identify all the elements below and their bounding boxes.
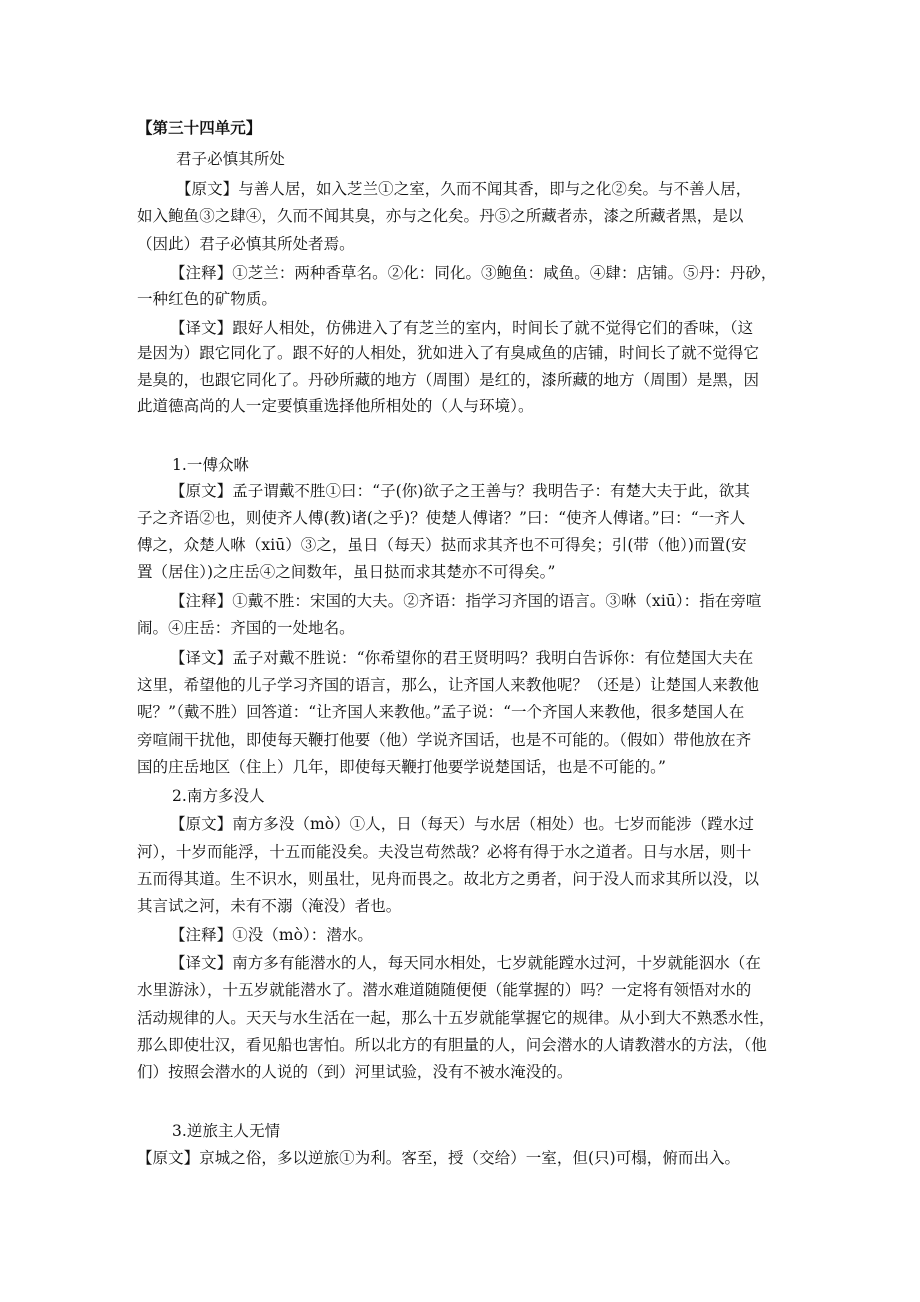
translation-line: 呢？”（戴不胜）回答道：“让齐国人来教他。”孟子说：“一个齐国人来教他，很多楚国人在 xyxy=(137,703,745,721)
original-text-line: 五而得其道。生不识水，则虽壮，见舟而畏之。故北方之勇者，问于没人而求其所以没，以 xyxy=(137,870,760,888)
translation-line: 【译文】孟子对戴不胜说：“你希望你的君王贤明吗？我明白告诉你：有位楚国大夫在 xyxy=(170,649,754,667)
original-text-line: 置（居住）)之庄岳④之间数年，虽日挞而求其楚亦不可得矣。” xyxy=(137,563,556,581)
section-title: 2.南方多没人 xyxy=(172,787,265,805)
annotation-line: 【注释】①没（mò）：潜水。 xyxy=(170,926,373,944)
annotation-line: 【注释】①芝兰：两种香草名。②化：同化。③鲍鱼：咸鱼。④肆：店铺。⑤丹：丹砂， xyxy=(170,264,777,282)
translation-line: 旁喧闹干扰他，即使每天鞭打他要（他）学说齐国话，也是不可能的。（假如）带他放在齐 xyxy=(137,731,752,749)
original-text-line: 【原文】京城之俗，多以逆旅①为利。客至，授（交给）一室，但(只)可榻，俯而出入。 xyxy=(137,1149,741,1167)
translation-line: 活动规律的人。天天与水生活在一起，那么十五岁就能掌握它的规律。从小到大不熟悉水性， xyxy=(137,1009,775,1027)
translation-line: 是因为）跟它同化了。跟不好的人相处，犹如进入了有臭咸鱼的店铺，时间长了就不觉得它 xyxy=(137,344,760,362)
translation-line: 这里，希望他的儿子学习齐国的语言，那么，让齐国人来教他呢？（还是）让楚国人来教他 xyxy=(137,676,760,694)
annotation-line: 一种红色的矿物质。 xyxy=(137,290,277,308)
translation-line: 那么即使壮汉，看见船也害怕。所以北方的有胆量的人，问会潜水的人请教潜水的方法，（他 xyxy=(137,1036,767,1054)
section-title: 君子必慎其所处 xyxy=(176,150,285,168)
annotation-line: 【注释】①戴不胜：宋国的大夫。②齐语：指学习齐国的语言。③咻（xiū）：指在旁喧 xyxy=(170,592,762,610)
original-text-line: 其言试之河，未有不溺（淹没）者也。 xyxy=(137,897,402,915)
original-text-line: 【原文】孟子谓戴不胜①曰：“子(你)欲子之王善与？我明告子：有楚大夫于此，欲其 xyxy=(170,482,750,500)
translation-line: 水里游泳），十五岁就能潜水了。潜水难道随随便便（能掌握的）吗？一定将有领悟对水的 xyxy=(137,981,752,999)
original-text-line: 子之齐语②也，则使齐人傅(教)诸(之乎)？使楚人傅诸？”曰：“使齐人傅诸。”曰：“一齐人 xyxy=(137,509,746,527)
translation-line: 【译文】跟好人相处，仿佛进入了有芝兰的室内，时间长了就不觉得它们的香味，（这 xyxy=(170,319,754,337)
section-title: 3.逆旅主人无情 xyxy=(172,1122,281,1140)
original-text-line: 【原文】南方多没（mò）①人，日（每天）与水居（相处）也。七岁而能涉（蹚水过 xyxy=(170,815,754,833)
annotation-line: 闹。④庄岳：齐国的一处地名。 xyxy=(137,619,355,637)
translation-line: 们）按照会潜水的人说的（到）河里试验，没有不被水淹没的。 xyxy=(137,1063,573,1081)
translation-line: 是臭的，也跟它同化了。丹砂所藏的地方（周围）是红的，漆所藏的地方（周围）是黑，因 xyxy=(137,371,760,389)
original-text-line: 傅之，众楚人咻（xiū）③之，虽日（每天）挞而求其齐也不可得矣；引(带（他）)而置(安 xyxy=(137,536,747,554)
unit-heading: 【第三十四单元】 xyxy=(137,118,262,137)
original-text-line: 【原文】与善人居，如入芝兰①之室，久而不闻其香，即与之化②矣。与不善人居， xyxy=(176,180,752,198)
translation-line: 此道德高尚的人一定要慎重选择他所相处的（人与环境）。 xyxy=(137,397,534,415)
original-text-line: （因此）君子必慎其所处者焉。 xyxy=(137,235,355,253)
original-text-line: 如入鲍鱼③之肆④，久而不闻其臭，亦与之化矣。丹⑤之所藏者赤，漆之所藏者黑，是以 xyxy=(137,207,744,225)
section-title: 1.一傅众咻 xyxy=(172,456,250,474)
translation-line: 国的庄岳地区（住上）几年，即使每天鞭打他要学说楚国话，也是不可能的。” xyxy=(137,758,666,776)
original-text-line: 河），十岁而能浮，十五而能没矣。夫没岂苟然哉？必将有得于水之道者。日与水居，则十 xyxy=(137,843,752,861)
translation-line: 【译文】南方多有能潜水的人，每天同水相处，七岁就能蹚水过河，十岁就能泅水（在 xyxy=(170,954,761,972)
